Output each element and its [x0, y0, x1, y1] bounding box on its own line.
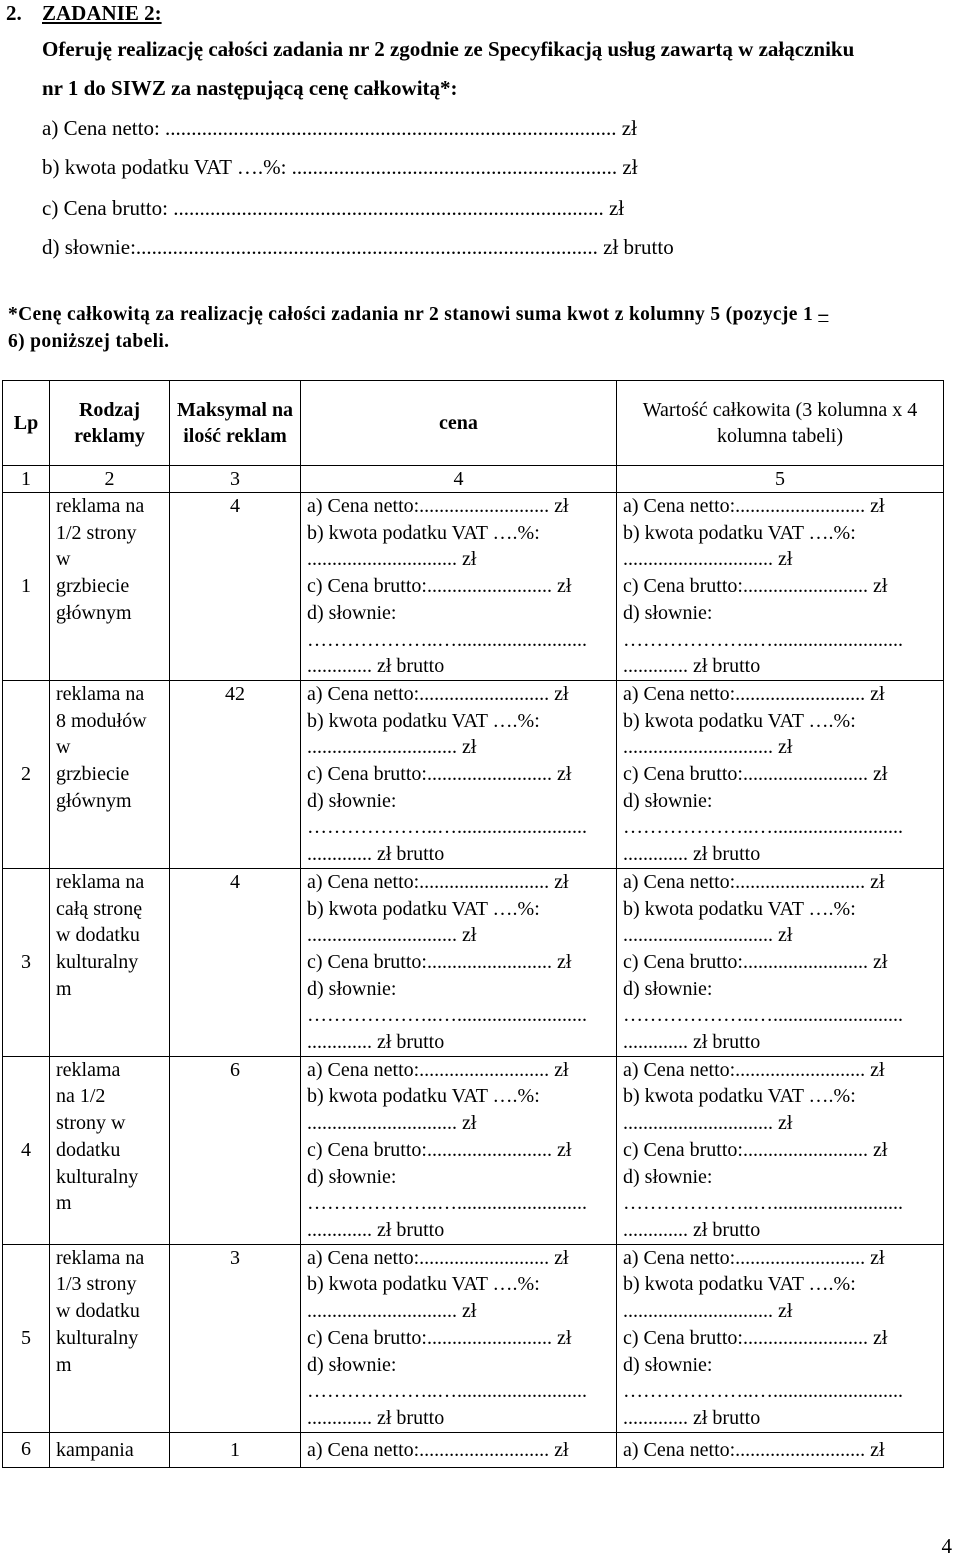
intro-line-2: nr 1 do SIWZ za następującą cenę całkowitą*: [42, 76, 458, 100]
total-line: d) słownie: [623, 977, 713, 1000]
total-line: ............. zł brutto [623, 655, 761, 678]
table-body [3, 493, 944, 1433]
total-line: ………………..….......................... [623, 1380, 903, 1403]
row-type: reklama na całą stronę w dodatku kulturalny m [50, 868, 170, 1056]
col-number: 4 [301, 466, 617, 493]
price-line: c) Cena brutto:......................... zł [307, 1326, 572, 1349]
total-line: ………………..….......................... [623, 1004, 903, 1027]
row-total-cell: a) Cena netto:.......................... zł [617, 1432, 944, 1467]
table-row-4 [3, 1056, 944, 1244]
price-line: b) kwota podatku VAT ….%: [307, 1273, 540, 1296]
price-line: .............................. zł [307, 1112, 477, 1135]
price-line: ………………..….......................... [307, 1192, 587, 1215]
price-line: d) słownie: [307, 789, 397, 812]
price-line: ............. zł brutto [307, 1218, 445, 1241]
price-line: ............. zł brutto [307, 843, 445, 866]
price-line: a) Cena netto:.......................... zł [307, 1058, 569, 1081]
total-line: ............. zł brutto [623, 1406, 761, 1429]
row-qty: 42 [170, 680, 301, 868]
price-line: a) Cena netto:.......................... zł [307, 495, 569, 517]
row-lp: 2 [3, 680, 50, 868]
price-line: c) Cena brutto:......................... zł [307, 763, 572, 786]
total-line: b) kwota podatku VAT ….%: [623, 1273, 856, 1296]
price-table [2, 380, 944, 1468]
col-number: 1 [3, 466, 50, 493]
row-price-cell [301, 1056, 617, 1244]
row-qty: 4 [170, 868, 301, 1056]
total-line: ............. zł brutto [623, 1218, 761, 1241]
price-line-words: d) słownie:........................................................................................ zł brutto [42, 235, 674, 259]
table-row-6 [3, 1432, 944, 1467]
header-type: Rodzaj reklamy [50, 381, 170, 466]
row-type: reklama na 1/3 strony w dodatku kulturalny m [50, 1244, 170, 1432]
price-line: c) Cena brutto:......................... zł [307, 1138, 572, 1161]
price-line: b) kwota podatku VAT ….%: [307, 897, 540, 920]
header-qty: Maksymal na ilość reklam [170, 381, 301, 466]
col-number: 2 [50, 466, 170, 493]
table-row-1 [3, 493, 944, 681]
header-lp: Lp [3, 381, 50, 466]
row-total-cell [617, 868, 944, 1056]
price-line: ………………..….......................... [307, 628, 587, 651]
footnote-dash: – [818, 304, 829, 325]
total-line: a) Cena netto:.......................... zł [623, 682, 885, 705]
total-line: d) słownie: [623, 1353, 713, 1376]
price-line: b) kwota podatku VAT ….%: [307, 521, 540, 544]
row-lp: 3 [3, 868, 50, 1056]
total-line: c) Cena brutto:......................... zł [623, 575, 888, 598]
row-qty: 3 [170, 1244, 301, 1432]
total-line: ............. zł brutto [623, 843, 761, 866]
total-line: c) Cena brutto:......................... zł [623, 950, 888, 973]
footnote-line-1 [8, 304, 828, 326]
section-title: ZADANIE 2: [42, 1, 162, 25]
header-price: cena [301, 381, 617, 466]
total-line: c) Cena brutto:......................... zł [623, 1326, 888, 1349]
column-number-row [3, 466, 944, 493]
total-line: a) Cena netto:.......................... zł [623, 1058, 885, 1081]
total-line: ............. zł brutto [623, 1031, 761, 1054]
price-line: b) kwota podatku VAT ….%: [307, 709, 540, 732]
price-line: d) słownie: [307, 977, 397, 1000]
price-line: b) kwota podatku VAT ….%: [307, 1085, 540, 1108]
row-type: reklama na 1/2 strony w grzbiecie głównym [50, 493, 170, 681]
total-line: b) kwota podatku VAT ….%: [623, 897, 856, 920]
section-number: 2. [6, 1, 22, 25]
row-total-cell [617, 493, 944, 681]
row-qty: 6 [170, 1056, 301, 1244]
total-line: a) Cena netto:.......................... zł [623, 870, 885, 893]
table-row-2 [3, 680, 944, 868]
footnote-text: *Cenę całkowitą za realizację całości zadania nr 2 stanowi suma kwot z kolumny 5 (pozycje 1 [8, 304, 819, 325]
col-number: 5 [617, 466, 944, 493]
row-type: kampania [50, 1432, 170, 1467]
price-line: ………………..….......................... [307, 816, 587, 839]
total-line: a) Cena netto:.......................... zł [623, 495, 885, 517]
row-qty: 4 [170, 493, 301, 681]
row-lp: 5 [3, 1244, 50, 1432]
total-line: d) słownie: [623, 789, 713, 812]
row-price-cell [301, 493, 617, 681]
price-line: c) Cena brutto:......................... zł [307, 575, 572, 598]
total-line: .............................. zł [623, 548, 793, 571]
total-line: ………………..….......................... [623, 628, 903, 651]
page-number: 4 [941, 1534, 952, 1558]
row-type: reklama na 1/2 strony w dodatku kulturalny m [50, 1056, 170, 1244]
price-line: a) Cena netto:.......................... zł [307, 1246, 569, 1269]
price-line: d) słownie: [307, 1165, 397, 1188]
total-line: b) kwota podatku VAT ….%: [623, 1085, 856, 1108]
row-price-cell [301, 868, 617, 1056]
price-line: ………………..….......................... [307, 1004, 587, 1027]
total-line: .............................. zł [623, 736, 793, 759]
total-line: ………………..….......................... [623, 816, 903, 839]
price-line-vat: b) kwota podatku VAT ….%: .............................................................. zł [42, 155, 638, 179]
price-line: .............................. zł [307, 924, 477, 947]
total-line: b) kwota podatku VAT ….%: [623, 709, 856, 732]
row-price-cell [301, 680, 617, 868]
table-row-3 [3, 868, 944, 1056]
price-line: .............................. zł [307, 548, 477, 571]
price-line: c) Cena brutto:......................... zł [307, 950, 572, 973]
total-line: .............................. zł [623, 924, 793, 947]
row-lp: 6 [3, 1432, 50, 1467]
intro-line-1: Oferuję realizację całości zadania nr 2 zgodnie ze Specyfikacją usług zawartą w załączniku [42, 37, 855, 61]
total-line: c) Cena brutto:......................... zł [623, 763, 888, 786]
price-line: a) Cena netto:.......................... zł [307, 870, 569, 893]
price-line: .............................. zł [307, 736, 477, 759]
total-line: d) słownie: [623, 601, 713, 624]
price-line: ………………..….......................... [307, 1380, 587, 1403]
row-price-cell: a) Cena netto:.......................... zł [301, 1432, 617, 1467]
row-qty: 1 [170, 1432, 301, 1467]
price-line: d) słownie: [307, 1353, 397, 1376]
table-header-row [3, 381, 944, 466]
footnote-line-2: 6) poniższej tabeli. [8, 331, 170, 352]
header-total: Wartość całkowita (3 kolumna x 4 kolumna tabeli) [617, 381, 944, 466]
total-line: ………………..….......................... [623, 1192, 903, 1215]
row-total-cell [617, 1244, 944, 1432]
price-line: .............................. zł [307, 1300, 477, 1323]
price-line: a) Cena netto:.......................... zł [307, 682, 569, 705]
price-line-brutto: c) Cena brutto: .................................................................................. zł [42, 196, 625, 220]
row-lp: 4 [3, 1056, 50, 1244]
row-type: reklama na 8 modułów w grzbiecie głównym [50, 680, 170, 868]
total-line: c) Cena brutto:......................... zł [623, 1138, 888, 1161]
price-line: ............. zł brutto [307, 1406, 445, 1429]
total-line: b) kwota podatku VAT ….%: [623, 521, 856, 544]
price-line: ............. zł brutto [307, 655, 445, 678]
total-line: d) słownie: [623, 1165, 713, 1188]
table-row-5 [3, 1244, 944, 1432]
total-line: .............................. zł [623, 1112, 793, 1135]
price-line: d) słownie: [307, 601, 397, 624]
col-number: 3 [170, 466, 301, 493]
total-line: a) Cena netto:.......................... zł [623, 1246, 885, 1269]
row-total-cell [617, 680, 944, 868]
row-price-cell [301, 1244, 617, 1432]
total-line: .............................. zł [623, 1300, 793, 1323]
price-line: ............. zł brutto [307, 1031, 445, 1054]
price-line-netto: a) Cena netto: ...................................................................................... zł [42, 116, 637, 140]
row-total-cell [617, 1056, 944, 1244]
row-lp: 1 [3, 493, 50, 681]
